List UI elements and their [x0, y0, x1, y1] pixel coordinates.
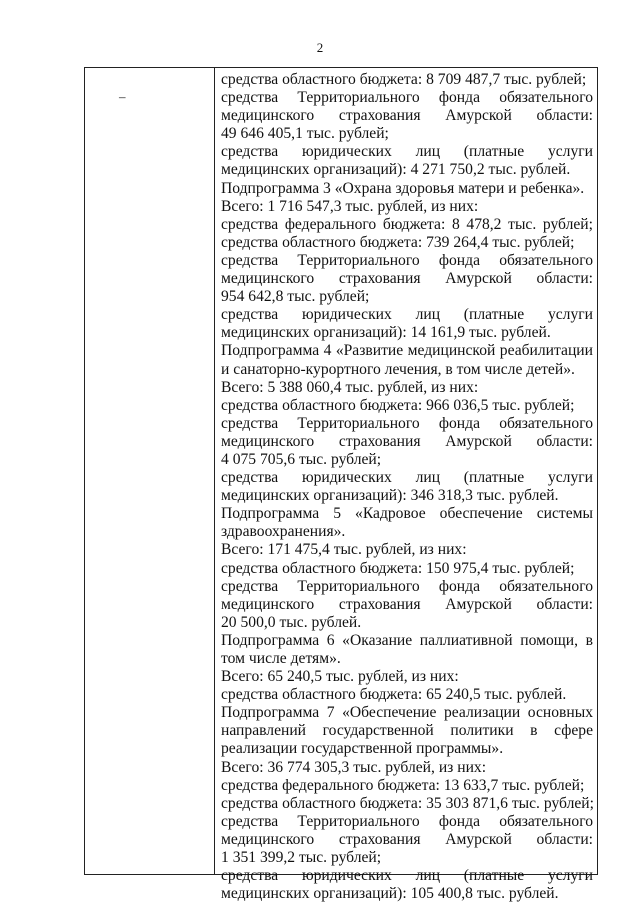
text-line: Подпрограмма 6 «Оказание паллиативной помощи, в [221, 631, 593, 649]
right-cell-text [221, 71, 593, 903]
text-line: Всего: 1 716 547,3 тыс. рублей, из них: [221, 197, 479, 215]
text-line: Всего: 5 388 060,4 тыс. рублей, из них: [221, 378, 479, 396]
document-table [84, 67, 598, 903]
text-line: средства Территориального фонда обязательного [221, 577, 593, 595]
text-line: средства областного бюджета: 65 240,5 тыс. рублей. [221, 686, 567, 704]
text-line: средства областного бюджета: 150 975,4 тыс. рублей; [221, 559, 575, 577]
text-line: средства Территориального фонда обязательного [221, 251, 593, 269]
text-line: Подпрограмма 3 «Охрана здоровья матери и ребенка». [221, 179, 585, 197]
text-line: 4 075 705,6 тыс. рублей; [221, 450, 382, 468]
text-line: медицинского страхования Амурской области: [221, 830, 593, 848]
text-line: направлений государственной политики в сфере [221, 722, 593, 740]
text-line: средства Территориального фонда обязательного [221, 812, 593, 830]
text-line: медицинских организаций): 105 400,8 тыс. рублей. [221, 885, 559, 903]
text-line: медицинских организаций): 346 318,3 тыс. рублей. [221, 487, 559, 505]
column-divider [214, 68, 215, 874]
page-number: 2 [316, 40, 324, 55]
text-line: средства областного бюджета: 8 709 487,7 тыс. рублей; [221, 71, 587, 88]
text-line: реализации государственной программы». [221, 740, 504, 758]
text-line: том числе детям». [221, 650, 341, 667]
text-line: медицинского страхования Амурской области: [221, 270, 593, 288]
text-line: средства Территориального фонда обязательного [221, 89, 593, 107]
left-cell-mark: – [119, 89, 126, 104]
text-line: средства юридических лиц (платные услуги [221, 469, 593, 487]
text-line: медицинских организаций): 14 161,9 тыс. рублей. [221, 324, 551, 342]
text-line: Подпрограмма 7 «Обеспечение реализации основных [221, 704, 593, 722]
text-line: средства федерального бюджета: 13 633,7 тыс. рублей; [221, 776, 585, 794]
text-line: Всего: 36 774 305,3 тыс. рублей, из них: [221, 758, 487, 776]
text-line: Подпрограмма 4 «Развитие медицинской реабилитации [221, 342, 593, 360]
text-line: средства федерального бюджета: 8 478,2 тыс. рублей; [221, 215, 593, 233]
text-line: медицинских организаций): 4 271 750,2 тыс. рублей. [221, 161, 571, 179]
text-line: средства областного бюджета: 35 303 871,6 тыс. рублей; [221, 794, 594, 812]
text-line: средства юридических лиц (платные услуги [221, 143, 593, 161]
text-line: Всего: 65 240,5 тыс. рублей, из них: [221, 668, 459, 686]
text-line: и санаторно-курортного лечения, в том числе детей». [221, 360, 575, 378]
text-line: Подпрограмма 5 «Кадровое обеспечение системы [221, 505, 593, 523]
text-line: медицинского страхования Амурской области: [221, 107, 593, 125]
text-line: 1 351 399,2 тыс. рублей; [221, 849, 382, 867]
text-line: Всего: 171 475,4 тыс. рублей, из них: [221, 541, 467, 559]
text-line: средства областного бюджета: 966 036,5 тыс. рублей; [221, 396, 575, 414]
text-line: медицинского страхования Амурской области: [221, 432, 593, 450]
text-line: средства Территориального фонда обязательного [221, 414, 593, 432]
text-line: 954 642,8 тыс. рублей; [221, 288, 370, 306]
text-line: здравоохранения». [221, 523, 346, 541]
text-line: средства юридических лиц (платные услуги [221, 306, 593, 324]
text-line: 20 500,0 тыс. рублей. [221, 613, 362, 631]
text-line: средства юридических лиц (платные услуги [221, 867, 593, 885]
text-line: средства областного бюджета: 739 264,4 тыс. рублей; [221, 233, 575, 251]
text-line: 49 646 405,1 тыс. рублей; [221, 125, 389, 143]
text-line: медицинского страхования Амурской области: [221, 595, 593, 613]
